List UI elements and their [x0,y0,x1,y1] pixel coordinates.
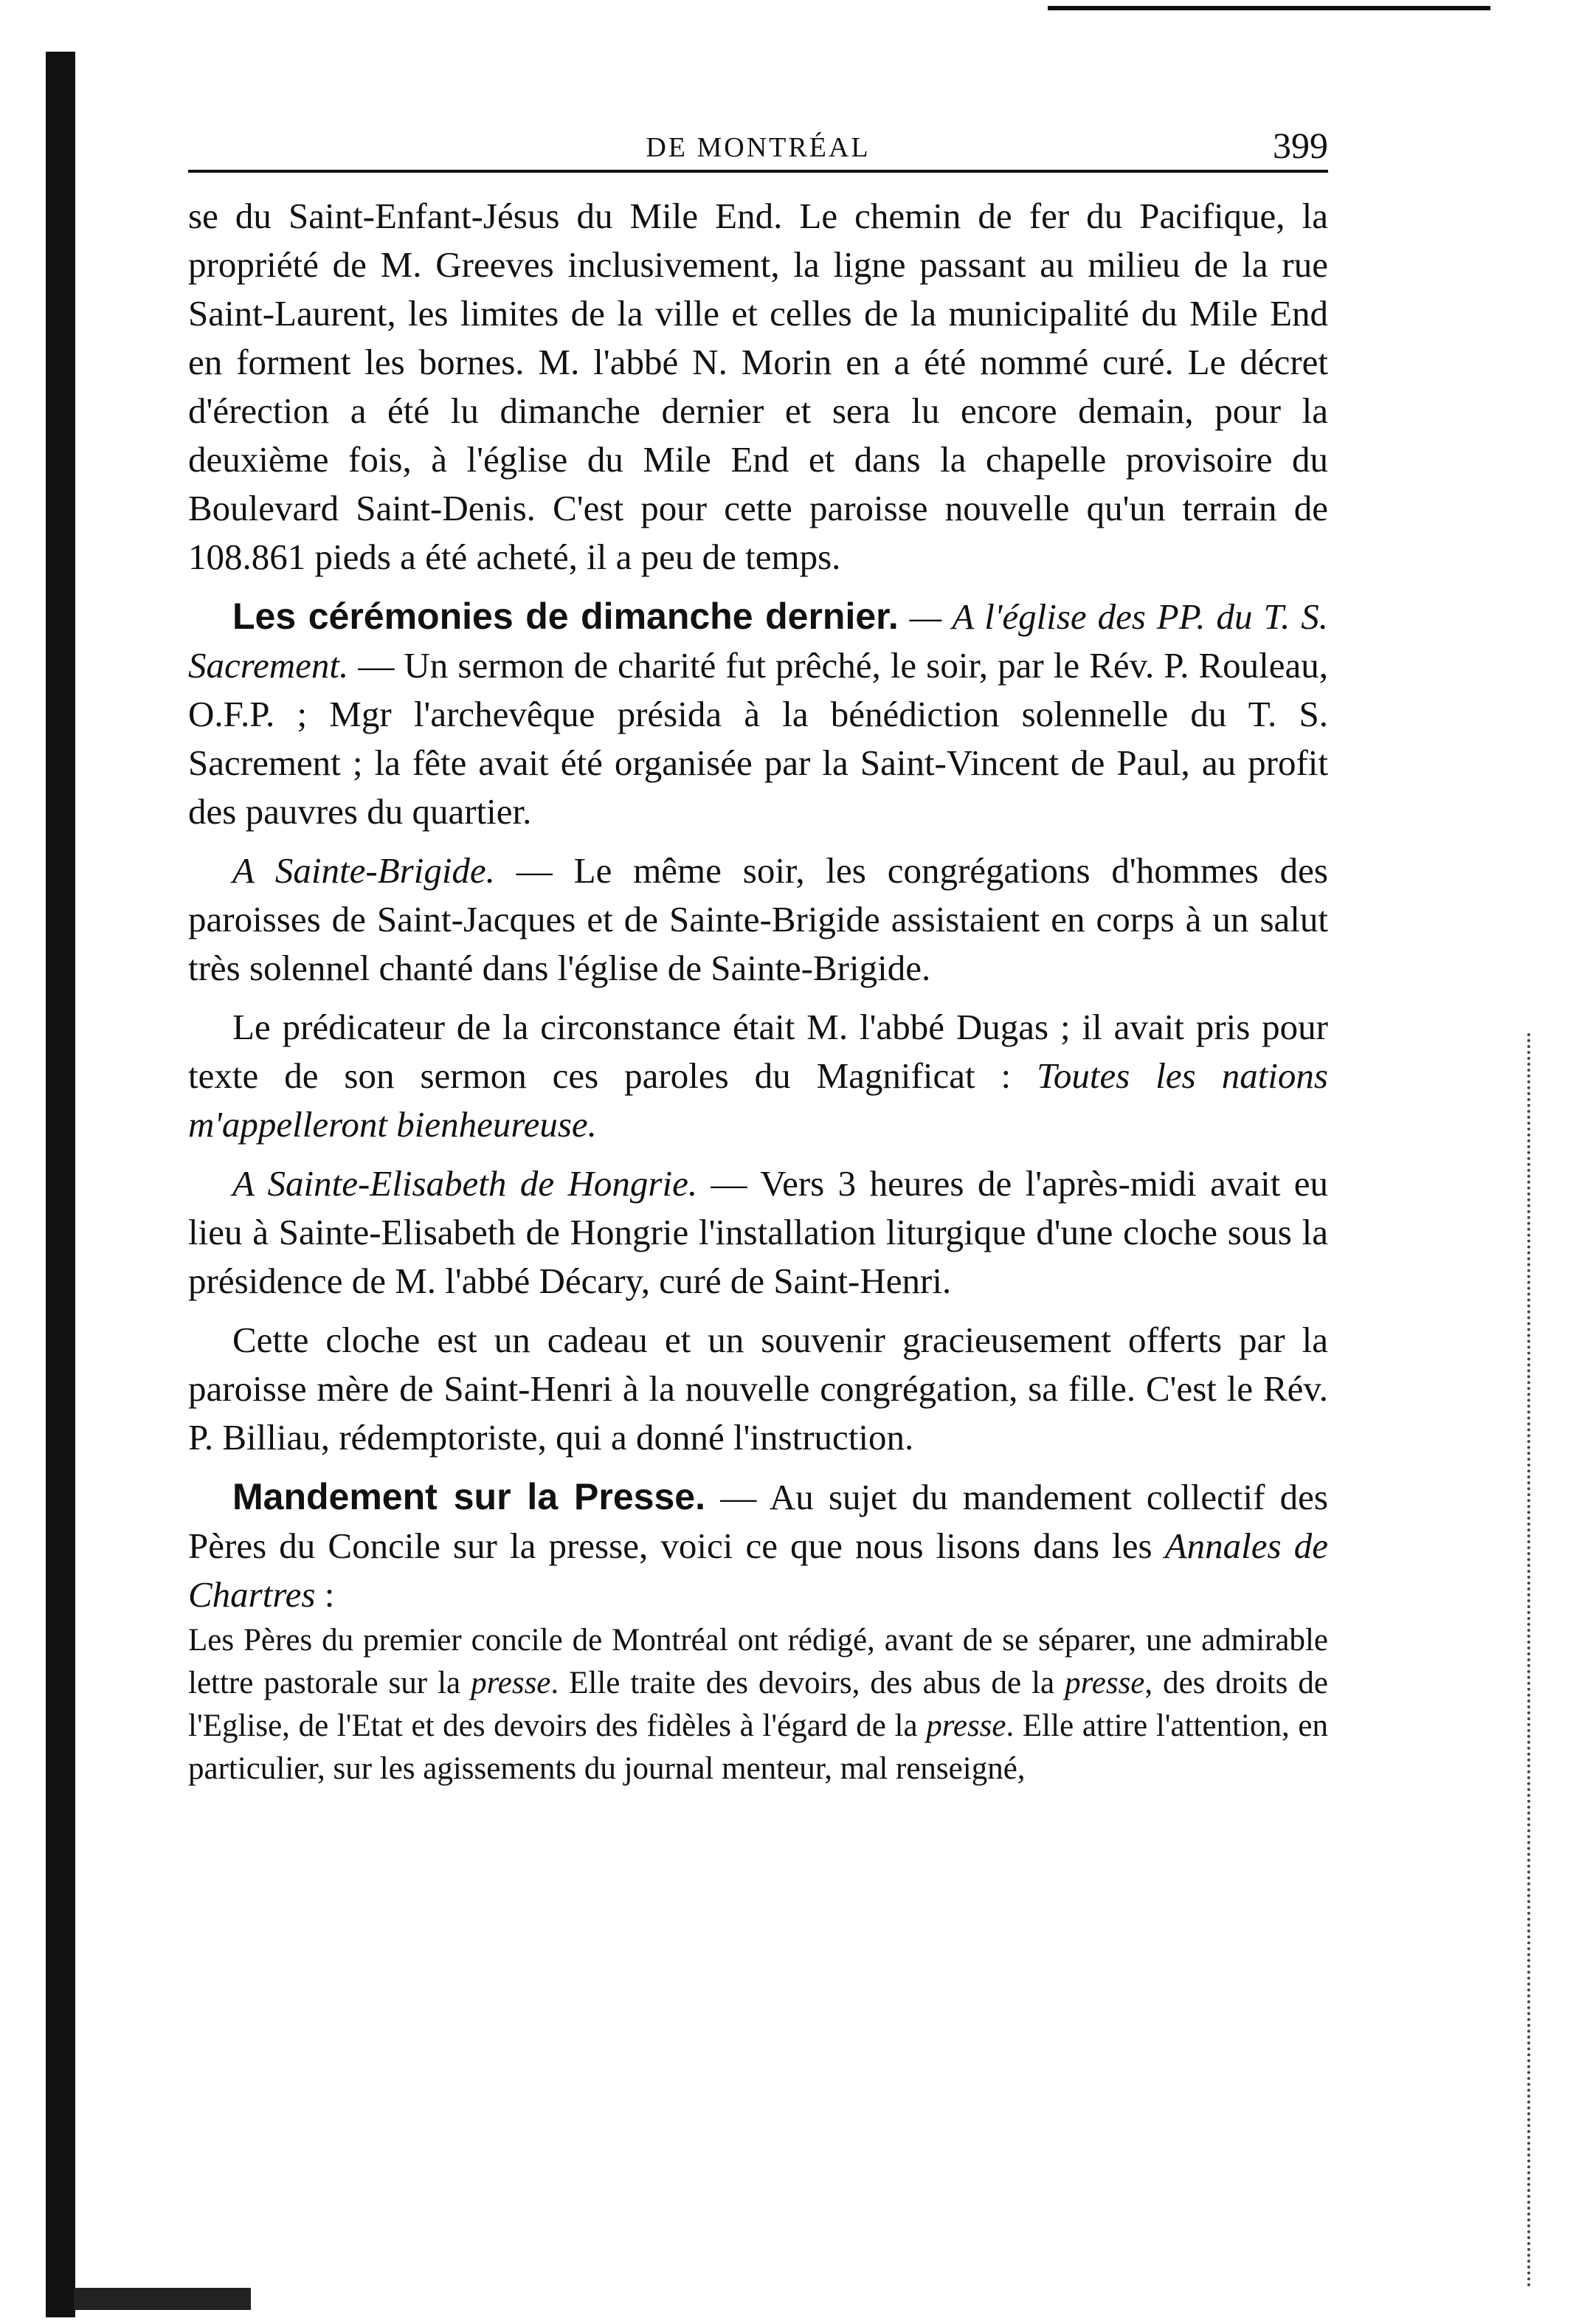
scan-bottom-smudge [74,2288,251,2310]
paragraph-text: : [315,1574,335,1615]
place-name: A Sainte-Brigide. [232,850,495,891]
scan-top-rule [1048,6,1490,10]
paragraph-text: — Le même soir, les congrégations d'hommes des paroisses de Saint-Jacques et de Sainte-Brigide assistaient en corps à un salut très solennel chanté dans l'église de Sainte-Brigide. [188,850,1328,988]
quote-text: . Elle traite des devoirs, des abus de la [550,1666,1065,1700]
running-head [188,111,1328,173]
book-page [188,111,1328,1790]
body-text [188,192,1328,1790]
section-heading: Mandement sur la Presse. [232,1476,705,1517]
place-name: — A l'église des PP. du T. S. Sacrement. [188,596,1328,686]
paragraph-text: Le prédicateur de la circonstance était M. l'abbé Dugas ; il avait pris pour texte de son sermon ces paroles du Magnificat : [188,1007,1328,1096]
paragraph-cloche [188,1316,1328,1462]
quoted-passage [188,1619,1328,1790]
paragraph-sainte-brigide [188,846,1328,993]
magnificat-quote: Toutes les nations m'appelleront bienheureuse. [188,1055,1328,1145]
scan-edge-specks [1527,1033,1536,2288]
quote-text: Les Pères du premier concile de Montréal ont rédigé, avant de se séparer, une admirable lettre pastorale sur la [188,1623,1328,1700]
paragraph-sainte-elisabeth [188,1159,1328,1306]
paragraph-mandement [188,1472,1328,1619]
scan-binding-shadow [46,52,75,2317]
source-title: Annales de Chartres [188,1525,1328,1615]
section-heading: Les cérémonies de dimanche dernier. [232,596,899,637]
quote-emphasis: presse [1065,1666,1145,1700]
quote-text: . Elle attire l'attention, en particulier, sur les agissements du journal menteur, mal renseigné, [188,1708,1328,1786]
quote-emphasis: presse [471,1666,551,1700]
paragraph-mile-end [188,192,1328,582]
paragraph-text: se du Saint-Enfant-Jésus du Mile End. Le chemin de fer du Pacifique, la propriété de M. Greeves inclusivement, la ligne passant au milieu de la rue Saint-Laurent, les limites de la ville et celles de la municipalité du Mile End en forment les bornes. M. l'abbé N. Morin en a été nommé curé. Le décret d'érection a été lu dimanche dernier et sera lu encore demain, pour la deuxième fois, à l'église du Mile End et dans la chapelle provisoire du Boulevard Saint-Denis. C'est pour cette paroisse nouvelle qu'un terrain de 108.861 pieds a été acheté, il a peu de temps. [188,196,1328,577]
place-name: A Sainte-Elisabeth de Hongrie. [232,1163,698,1204]
quote-text: , des droits de l'Eglise, de l'Etat et des devoirs des fidèles à l'égard de la [188,1666,1328,1743]
paragraph-ceremonies [188,592,1328,836]
paragraph-predicateur [188,1003,1328,1149]
paragraph-text: — Vers 3 heures de l'après-midi avait eu lieu à Sainte-Elisabeth de Hongrie l'installation liturgique d'une cloche sous la présidence de M. l'abbé Décary, curé de Saint-Henri. [188,1163,1329,1301]
quote-emphasis: presse [926,1708,1006,1743]
paragraph-text: Cette cloche est un cadeau et un souvenir gracieusement offerts par la paroisse mère de Saint-Henri à la nouvelle congrégation, sa fille. C'est le Rév. P. Billiau, rédemptoriste, qui a donné l'instruction. [188,1320,1328,1458]
page-number: 399 [1273,125,1328,166]
paragraph-text: — Au sujet du mandement collectif des Pères du Concile sur la presse, voici ce que nous lisons dans les [188,1477,1329,1566]
paragraph-text: — Un sermon de charité fut prêché, le soir, par le Rév. P. Rouleau, O.F.P. ; Mgr l'archevêque présida à la bénédiction solennelle du T. S. Sacrement ; la fête avait été organisée par la Saint-Vincent de Paul, au profit des pauvres du quartier. [188,645,1328,832]
running-title: DE MONTRÉAL [646,132,871,163]
